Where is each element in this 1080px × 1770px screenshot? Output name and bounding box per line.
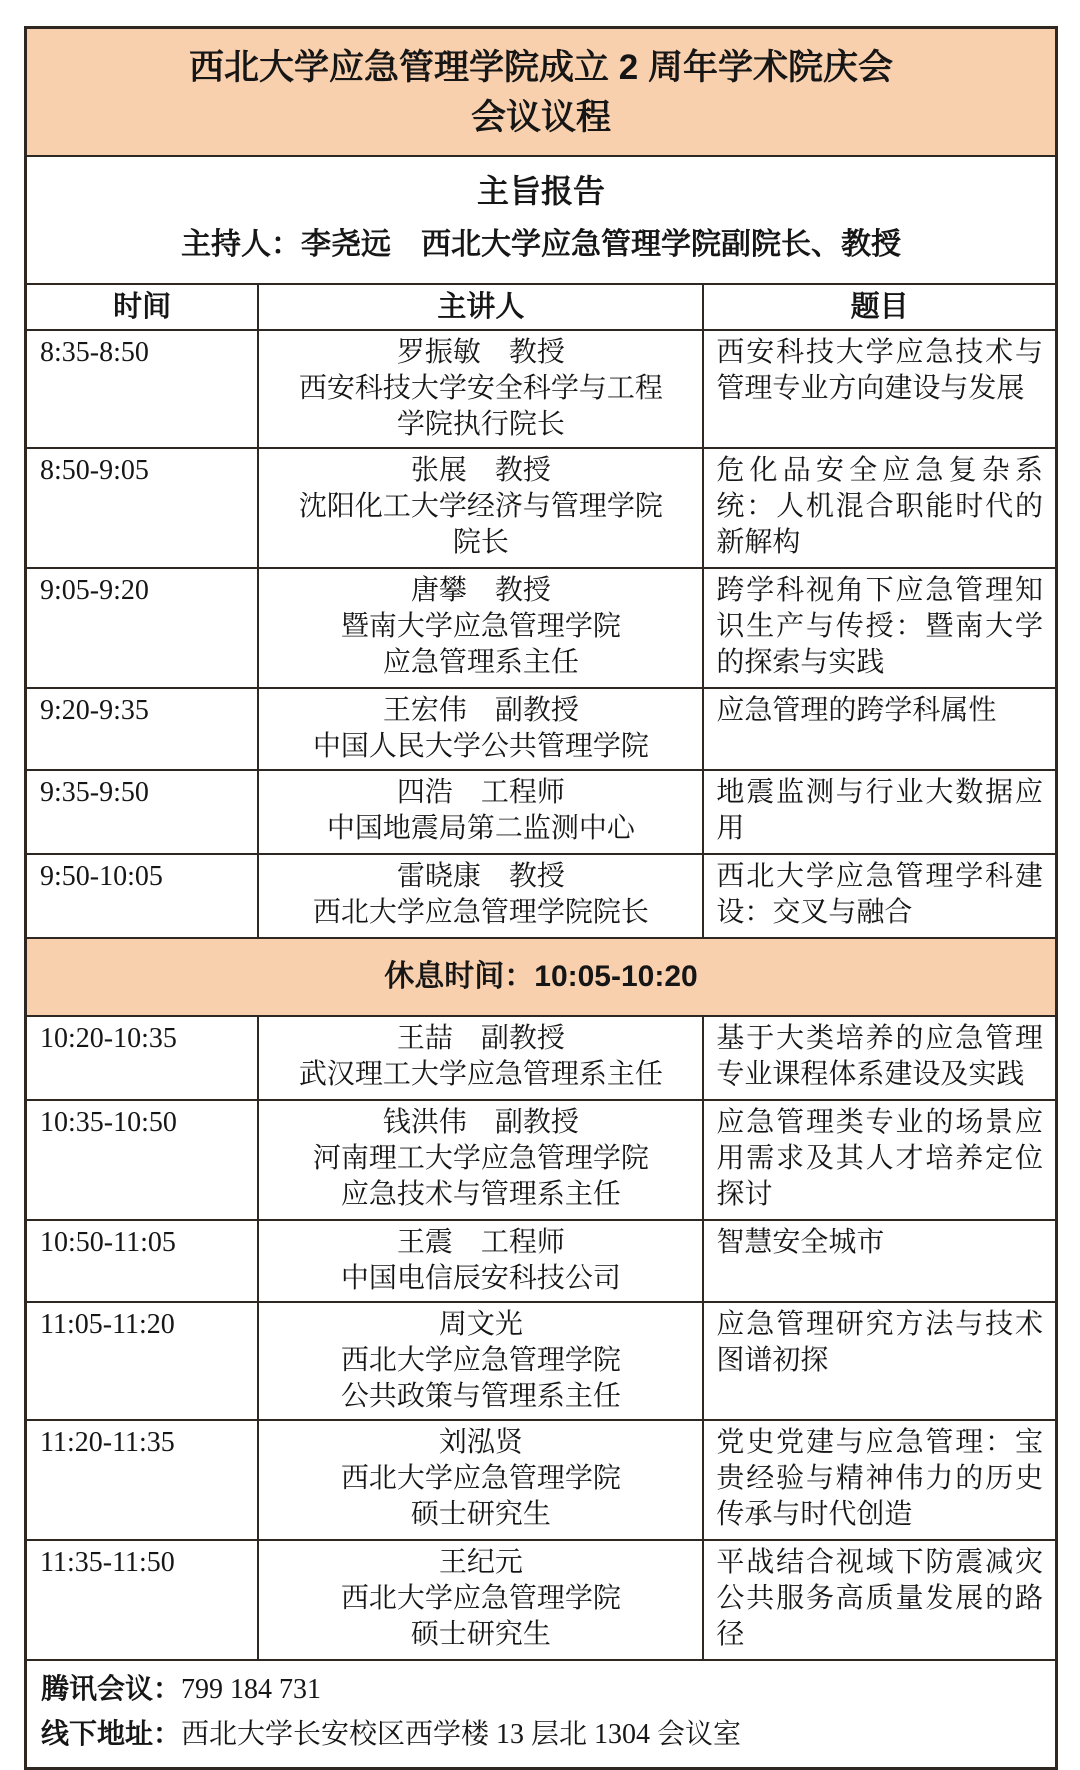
speaker-cell <box>257 1303 702 1419</box>
table-row <box>27 1219 1055 1301</box>
topic-cell: 地震监测与行业大数据应用 <box>702 771 1055 853</box>
speaker-name: 王喆 副教授 <box>396 1023 565 1054</box>
topic-cell: 西北大学应急管理学科建设：交叉与融合 <box>702 855 1055 937</box>
document-title: 西北大学应急管理学院成立 2 周年学术院庆会 <box>189 48 893 87</box>
speaker-cell <box>257 1017 702 1099</box>
topic-cell: 基于大类培养的应急管理专业课程体系建设及实践 <box>702 1017 1055 1099</box>
speaker-name: 四浩 工程师 <box>396 777 565 808</box>
speaker-org: 河南理工大学应急管理学院 <box>312 1143 649 1174</box>
speaker-cell <box>257 855 702 937</box>
speaker-org-line2: 应急技术与管理系主任 <box>340 1179 621 1210</box>
speaker-name: 钱洪伟 副教授 <box>382 1107 579 1138</box>
table-header-row <box>27 283 1055 329</box>
table-row <box>27 687 1055 769</box>
title-block <box>27 29 1055 157</box>
column-header-time: 时间 <box>113 291 172 323</box>
table-row <box>27 567 1055 687</box>
time-cell: 9:20-9:35 <box>40 695 149 726</box>
column-header-speaker: 主讲人 <box>257 285 702 329</box>
footer <box>27 1659 1055 1767</box>
speaker-cell <box>257 689 702 769</box>
address-line <box>41 1712 1041 1757</box>
time-cell: 11:05-11:20 <box>40 1309 175 1340</box>
document-subtitle: 会议议程 <box>470 98 611 137</box>
topic-cell: 平战结合视域下防震减灾公共服务高质量发展的路径 <box>702 1541 1055 1659</box>
speaker-cell <box>257 331 702 447</box>
speaker-org-line2: 应急管理系主任 <box>382 647 579 678</box>
meeting-label: 腾讯会议： <box>41 1673 182 1704</box>
speaker-org: 中国电信辰安科技公司 <box>340 1263 621 1294</box>
topic-cell: 智慧安全城市 <box>702 1221 1055 1301</box>
time-cell: 8:35-8:50 <box>40 337 149 368</box>
speaker-cell <box>257 569 702 687</box>
speaker-name: 张展 教授 <box>410 455 551 486</box>
meeting-id: 799 184 731 <box>181 1674 322 1705</box>
time-cell: 11:20-11:35 <box>40 1427 175 1458</box>
table-row <box>27 1301 1055 1419</box>
table-row <box>27 1099 1055 1219</box>
address-label: 线下地址： <box>41 1718 182 1749</box>
speaker-org: 西北大学应急管理学院 <box>340 1345 621 1376</box>
speaker-org: 西北大学应急管理学院院长 <box>312 897 649 928</box>
speaker-cell <box>257 1101 702 1219</box>
speaker-org: 西安科技大学安全科学与工程 <box>298 373 663 404</box>
topic-cell: 应急管理研究方法与技术图谱初探 <box>702 1303 1055 1419</box>
speaker-name: 刘泓贤 <box>438 1427 523 1458</box>
speaker-org-line2: 院长 <box>452 527 509 558</box>
agenda-table <box>24 26 1058 1770</box>
speaker-org: 沈阳化工大学经济与管理学院 <box>298 491 663 522</box>
session-host: 主持人：李尧远 西北大学应急管理学院副院长、教授 <box>181 228 901 261</box>
table-row <box>27 853 1055 937</box>
speaker-org-line2: 公共政策与管理系主任 <box>340 1381 621 1412</box>
time-cell: 9:05-9:20 <box>40 575 149 606</box>
topic-cell: 应急管理类专业的场景应用需求及其人才培养定位探讨 <box>702 1101 1055 1219</box>
speaker-cell <box>257 1541 702 1659</box>
time-cell: 11:35-11:50 <box>40 1547 175 1578</box>
time-cell: 10:20-10:35 <box>40 1023 177 1054</box>
column-header-topic: 题目 <box>702 285 1055 329</box>
speaker-org: 西北大学应急管理学院 <box>340 1463 621 1494</box>
speaker-cell <box>257 449 702 567</box>
speaker-cell <box>257 1421 702 1539</box>
table-row <box>27 329 1055 447</box>
break-row: 休息时间：10:05-10:20 <box>27 937 1055 1015</box>
speaker-org: 中国地震局第二监测中心 <box>326 813 635 844</box>
speaker-cell <box>257 771 702 853</box>
speaker-name: 雷晓康 教授 <box>396 861 565 892</box>
time-cell: 9:50-10:05 <box>40 861 163 892</box>
speaker-name: 罗振敏 教授 <box>396 337 565 368</box>
speaker-name: 王宏伟 副教授 <box>382 695 579 726</box>
speaker-cell <box>257 1221 702 1301</box>
address: 西北大学长安校区西学楼 13 层北 1304 会议室 <box>181 1719 742 1750</box>
speaker-org-line2: 硕士研究生 <box>410 1619 551 1650</box>
time-cell: 10:50-11:05 <box>40 1227 176 1258</box>
speaker-org: 暨南大学应急管理学院 <box>340 611 621 642</box>
topic-cell: 危化品安全应急复杂系统：人机混合职能时代的新解构 <box>702 449 1055 567</box>
speaker-org-line2: 硕士研究生 <box>410 1499 551 1530</box>
speaker-name: 唐攀 教授 <box>410 575 551 606</box>
table-row <box>27 1419 1055 1539</box>
speaker-name: 王纪元 <box>438 1547 523 1578</box>
speaker-org: 武汉理工大学应急管理系主任 <box>298 1059 663 1090</box>
topic-cell: 党史党建与应急管理：宝贵经验与精神伟力的历史传承与时代创造 <box>702 1421 1055 1539</box>
time-cell: 10:35-10:50 <box>40 1107 177 1138</box>
table-row <box>27 1015 1055 1099</box>
table-row <box>27 1539 1055 1659</box>
speaker-name: 周文光 <box>438 1309 523 1340</box>
session-title: 主旨报告 <box>476 173 605 209</box>
speaker-org: 西北大学应急管理学院 <box>340 1583 621 1614</box>
speaker-org: 中国人民大学公共管理学院 <box>312 731 649 762</box>
topic-cell: 应急管理的跨学科属性 <box>702 689 1055 769</box>
speaker-name: 王震 工程师 <box>396 1227 565 1258</box>
speaker-org-line2: 学院执行院长 <box>396 409 565 440</box>
time-cell: 8:50-9:05 <box>40 455 149 486</box>
meeting-line <box>41 1667 1041 1712</box>
table-row <box>27 769 1055 853</box>
time-cell: 9:35-9:50 <box>40 777 149 808</box>
topic-cell: 西安科技大学应急技术与管理专业方向建设与发展 <box>702 331 1055 447</box>
topic-cell: 跨学科视角下应急管理知识生产与传授：暨南大学的探索与实践 <box>702 569 1055 687</box>
table-row <box>27 447 1055 567</box>
